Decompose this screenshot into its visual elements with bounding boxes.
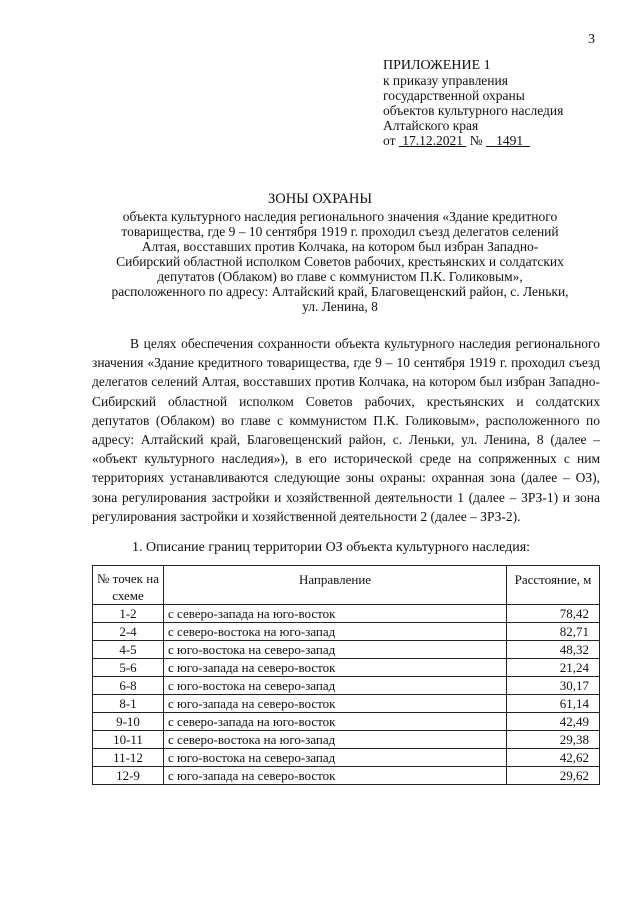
table-row [93,605,600,623]
cell-direction: с юго-востока на северо-запад [164,641,507,659]
table-row [93,749,600,767]
header-direction: Направление [164,566,507,605]
cell-points: 6-8 [93,677,164,695]
cell-distance: 29,62 [507,767,600,785]
cell-points: 4-5 [93,641,164,659]
cell-distance: 30,17 [507,677,600,695]
cell-distance: 21,24 [507,659,600,677]
order-number: 1491 [496,133,524,148]
cell-points: 10-11 [93,731,164,749]
appendix-line: к приказу управления [383,73,508,88]
appendix-line: объектов культурного наследия [383,103,564,118]
cell-distance: 78,42 [507,605,600,623]
boundary-table [92,565,600,785]
number-sign: № [469,133,483,148]
order-date: 17.12.2021 [402,133,463,148]
date-prefix: от [383,133,396,148]
appendix-block [383,58,563,148]
cell-points: 2-4 [93,623,164,641]
table-row [93,641,600,659]
cell-direction: с юго-востока на северо-запад [164,749,507,767]
cell-points: 12-9 [93,767,164,785]
table-row [93,659,600,677]
cell-distance: 48,32 [507,641,600,659]
cell-distance: 61,14 [507,695,600,713]
appendix-title: ПРИЛОЖЕНИЕ 1 [383,58,491,73]
appendix-line: Алтайского края [383,118,479,133]
cell-points: 11-12 [93,749,164,767]
table-row [93,623,600,641]
cell-points: 5-6 [93,659,164,677]
table-row [93,677,600,695]
table-row [93,713,600,731]
cell-distance: 29,38 [507,731,600,749]
cell-points: 9-10 [93,713,164,731]
page-number: 3 [588,32,595,47]
cell-direction: с юго-запада на северо-восток [164,695,507,713]
appendix-line: государственной охраны [383,88,525,103]
table-row [93,731,600,749]
table-row [93,695,600,713]
table-header-row [93,566,600,605]
cell-points: 8-1 [93,695,164,713]
document-title: ЗОНЫ ОХРАНЫ [267,191,373,207]
cell-direction: с северо-востока на юго-запад [164,731,507,749]
cell-points: 1-2 [93,605,164,623]
cell-direction: с юго-востока на северо-запад [164,677,507,695]
cell-direction: с юго-запада на северо-восток [164,767,507,785]
appendix-date-line [383,133,563,148]
cell-direction: с северо-востока на юго-запад [164,623,507,641]
cell-distance: 82,71 [507,623,600,641]
cell-direction: с северо-запада на юго-восток [164,605,507,623]
document-subtitle: объекта культурного наследия регионального значения «Здание кредитного товарищества, где 9 – 10 сентября 1919 г. проходил съезд делегатов селений Алтая, восставших против Колчака, на котором был избран Западно-Сибирский областной исполком Советов рабочих, крестьянских и солдатских депутатов (Облаком) во главе с коммунистом П.К. Голиковым», расположенного по адресу: Алтайский край, Благовещенский район, с. Леньки, ул. Ленина, 8 [111,209,569,314]
table-row [93,767,600,785]
cell-direction: с юго-запада на северо-восток [164,659,507,677]
cell-distance: 42,49 [507,713,600,731]
header-distance: Расстояние, м [507,566,600,605]
header-point-number: № точек на схеме [93,566,164,605]
cell-direction: с северо-запада на юго-восток [164,713,507,731]
body-paragraph: В целях обеспечения сохранности объекта культурного наследия регионального значения «Здание кредитного товарищества, где 9 – 10 сентября 1919 г. проходил съезд делегатов селений Алтая, восставших против Колчака, на котором был избран Западно-Сибирский областной исполком Советов рабочих, крестьянских и солдатских депутатов (Облаком) во главе с коммунистом П.К. Голиковым», расположенного по адресу: Алтайский край, Благовещенский район, с. Леньки, ул. Ленина, 8 (далее – «объект культурного наследия»), в его исторической среде на сопряженных с ним территориях устанавливаются следующие зоны охраны: охранная зона (далее – ОЗ), зона регулирования застройки и хозяйственной деятельности 1 (далее – ЗРЗ-1) и зона регулирования застройки и хозяйственной деятельности 2 (далее – ЗРЗ-2). [92,336,600,524]
section-title: 1. Описание границ территории ОЗ объекта культурного наследия: [132,540,531,555]
cell-distance: 42,62 [507,749,600,767]
